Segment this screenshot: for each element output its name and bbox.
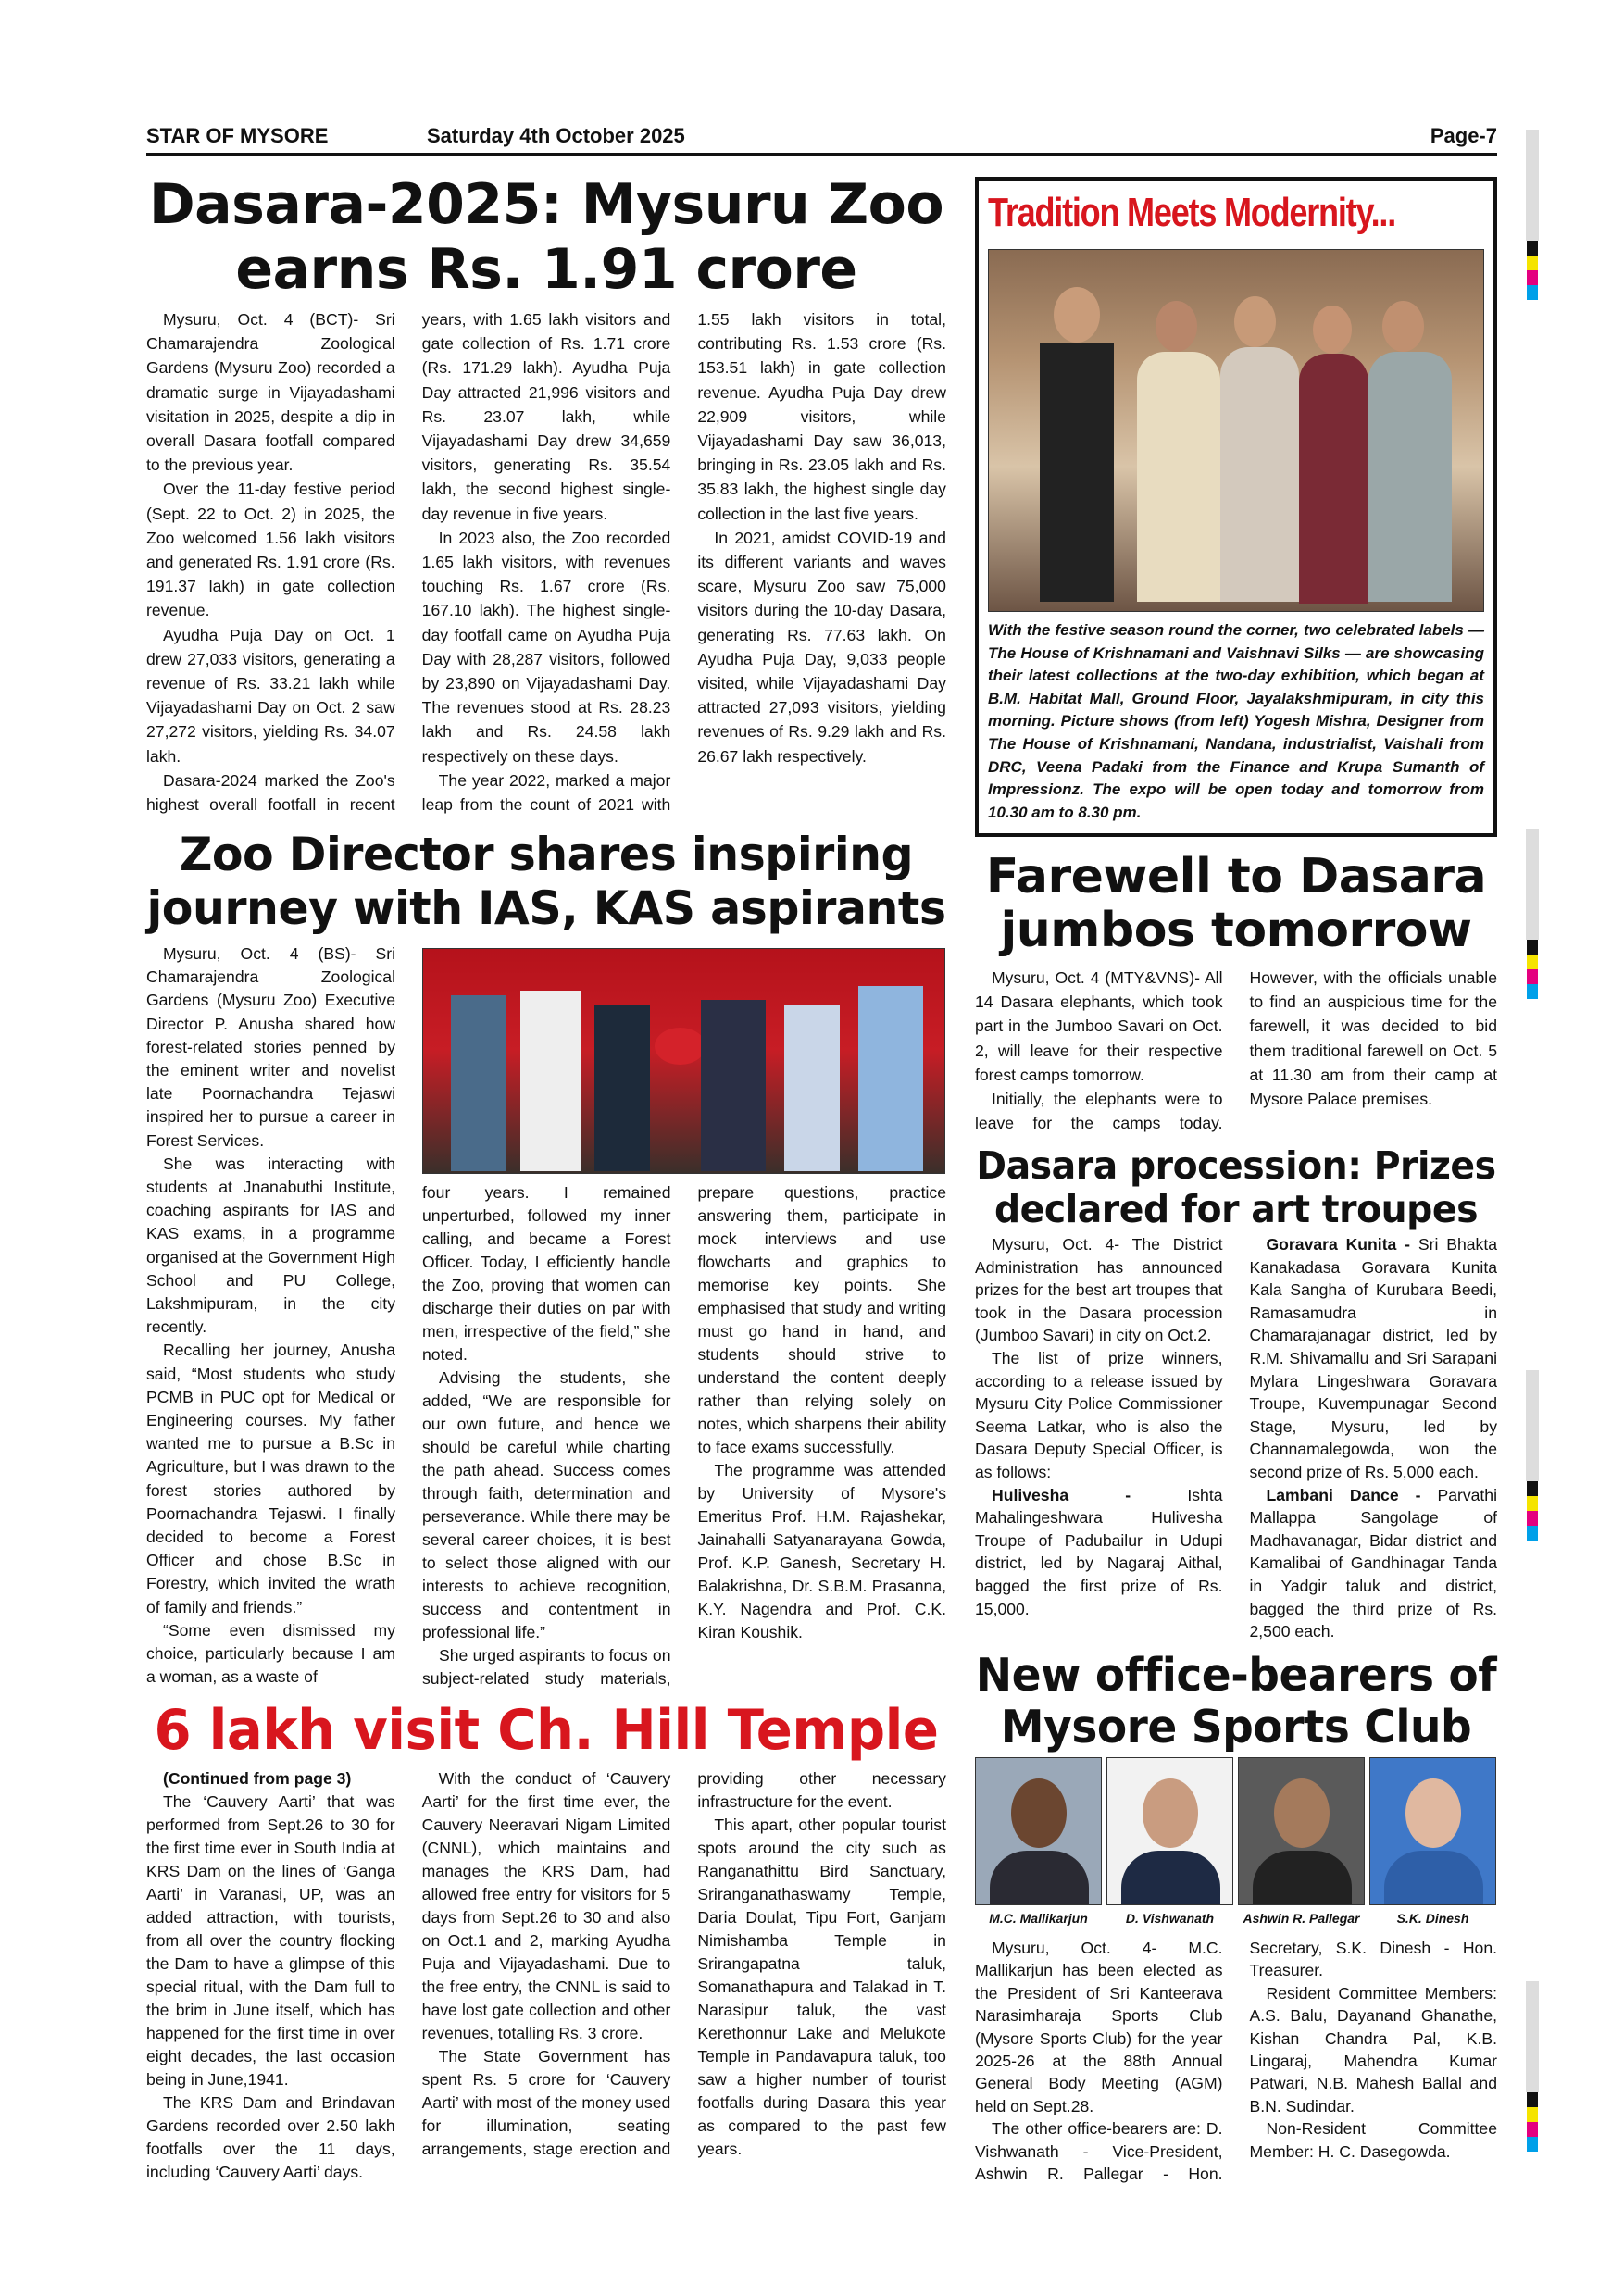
paragraph: [975, 1347, 1223, 1484]
exhibition-photo: [988, 249, 1484, 612]
paragraph: She was interacting with students at Jnanabuthi Institute, coaching aspirants for IAS and KAS exams, in a programme organised at the Government High School and PU College, Lakshmipuram, in the city recently.: [146, 1154, 395, 1337]
paragraph: Initially, the elephants were to leave for the camps today. However, with the officials unable to find an auspicious time for the farewell, it was decided to bid them traditional farewell on Oct. 5 at 11.30 am from their camp at Mysore Palace premises.: [975, 968, 1497, 1133]
portrait-photo: [1369, 1757, 1496, 1905]
registration-mark: [1527, 1496, 1538, 1511]
registration-mark: [1527, 2122, 1538, 2137]
registration-mark: [1527, 2092, 1538, 2107]
registration-mark: [1527, 1481, 1538, 1496]
portrait-caption: Ashwin R. Pallegar: [1243, 1911, 1360, 1926]
paragraph: Non-Resident Committee Member: H. C. Dasegowda.: [1249, 2119, 1497, 2161]
club-photos: [975, 1757, 1497, 1933]
paragraph: She urged aspirants to focus on subject-related study materials, prepare questions, practice answering them, participate in mock interviews and use flowcharts and graphics to memorise key points. She emphasised that study and writing must go hand in hand, and students should strive to understand the content deeply rather than relying solely on notes, which sharpens their ability to face exams successfully.: [422, 1183, 946, 1688]
registration-mark: [1527, 241, 1538, 256]
continued-note: (Continued from page 3): [163, 1769, 352, 1788]
page-number: Page-7: [1430, 124, 1497, 147]
paragraph-text: Mysuru, Oct. 4- The District Administration has announced prizes for the best art troupes that took in the Dasara procession (Jumboo Savari) in city on Oct.2.: [975, 1235, 1223, 1345]
prize-category: Lambani Dance -: [1266, 1485, 1438, 1504]
zoo-article-body: [146, 307, 946, 822]
paragraph: Over the 11-day festive period (Sept. 22 to Oct. 2) in 2025, the Zoo welcomed 1.56 lakh visitors and generated Rs. 1.91 crore (Rs. 191.37 lakh) in gate collection revenue.: [146, 480, 395, 620]
prize-category: Hulivesha -: [992, 1485, 1188, 1504]
page-header: [146, 119, 1497, 156]
paragraph: The year 2022, marked a major leap from the count of 2021 with 1.55 lakh visitors in total, contributing Rs. 1.53 crore (Rs. 153.51 lakh) in gate collection revenue. Ayudha Puja Day drew 22,909 visitors, while Vijayadashami Day saw 36,013, bringing in Rs. 23.05 lakh and Rs. 35.83 lakh, the highest single day collection in the last five years.: [421, 310, 946, 815]
registration-mark: [1527, 1526, 1538, 1541]
club-article-body: [975, 1937, 1497, 2187]
paragraph: With the conduct of ‘Cauvery Aarti’ for the first time ever, the Cauvery Neeravari Nigam Limited (CNNL), which maintains and manages the KRS Dam, had allowed free entry for visitors for 5 days from Sept.26 to 30 and also on Oct.1 and 2, marking Ayudha Puja and Vijayadashami. Due to the free entry, the CNNL is said to have lost gate collection and other revenues, totalling Rs. 3 crore.: [421, 1769, 671, 2042]
margin-bar: [1526, 1370, 1539, 1481]
margin-bar: [1526, 829, 1539, 940]
paragraph-text: Ishta Mahalingeshwara Hulivesha Troupe of Padubailur in Udupi district, led by Nagaraj Aithal, bagged the first prize of Rs. 15,000.: [975, 1485, 1223, 1618]
paragraph: “Some even dismissed my choice, particularly because I am a woman, as a waste of: [146, 1620, 395, 1687]
farewell-headline: Farewell to Dasara jumbos tomorrow: [985, 849, 1487, 958]
paragraph: Resident Committee Members: A.S. Balu, Dayanand Ghanathe, Kishan Chandra Pal, K.B. Lingaraj, Mahendra Kumar Patwari, N.B. Mahesh Ballal and B.N. Sudindar.: [1249, 1983, 1497, 2115]
paragraph: The ‘Cauvery Aarti’ that was performed from Sept.26 to 30 for the first time ever in South India at KRS Dam on the lines of ‘Ganga Aarti’ in Varanasi, UP, was an added attraction, with tourists, from all over the country flocking the Dam to have a glimpse of this special ritual, with the Dam full to the brim in June itself, which has happened for the first time in over eight decades, the last occasion being in June,1941.: [146, 1792, 395, 2089]
director-article-col1: [146, 942, 395, 1691]
paragraph: Advising the students, she added, “We are responsible for our own future, and hence we should be careful while charting the path ahead. Success comes through faith, determination and perseverance. While there may be several career choices, it is best to select those aligned with our interests to achieve recognition, success and contentment in professional life.”: [422, 1368, 671, 1641]
paragraph: Mysuru, Oct. 4 (BCT)- Sri Chamarajendra Zoological Gardens (Mysuru Zoo) recorded a dramatic surge in Vijayadashami visitation in 2025, despite a dip in overall Dasara footfall compared to the previous year.: [146, 310, 395, 475]
registration-mark: [1527, 2137, 1538, 2152]
procession-headline: Dasara procession: Prizes declared for art troupes: [976, 1143, 1496, 1231]
paper-name: STAR OF MYSORE: [146, 124, 329, 147]
paragraph: In 2023 also, the Zoo recorded 1.65 lakh visitors, with revenues touching Rs. 1.67 crore (Rs. 167.10 lakh). The highest single-day footfall came on Ayudha Puja Day with 28,287 visitors, followed by 23,890 on Vijayadashami Day. The revenues stood at Rs. 28.23 lakh and Rs. 24.58 lakh respectively on these days.: [421, 528, 671, 766]
registration-mark: [1527, 969, 1538, 984]
portrait-caption: S.K. Dinesh: [1396, 1911, 1469, 1926]
tradition-headline: Tradition Meets Modernity...: [988, 190, 1395, 235]
club-headline: New office-bearers of Mysore Sports Club: [975, 1649, 1497, 1753]
registration-mark: [1527, 2107, 1538, 2122]
registration-mark: [1527, 984, 1538, 999]
farewell-article-body: [975, 966, 1497, 1138]
registration-mark: [1527, 285, 1538, 300]
portrait-caption: M.C. Mallikarjun: [989, 1911, 1088, 1926]
paragraph: This apart, other popular tourist spots around the city such as Ranganathittu Bird Sanctuary, Sriranganathaswamy Temple, Daria Doulat, Tipu Fort, Ganjam Nimishamba Temple in Srirangapatna taluk, Somanathapura and Talakad in T. Narasipur taluk, the vast Kerethonnur Lake and Melukote Temple in Pandavapura taluk, too saw a higher number of tourist footfalls during Dasara this year as compared to the past few years.: [697, 1816, 946, 2158]
tradition-box: [975, 177, 1497, 837]
portrait-caption: D. Vishwanath: [1125, 1911, 1215, 1926]
paragraph: Mysuru, Oct. 4 (MTY&VNS)- All 14 Dasara elephants, which took part in the Jumboo Savari on Oct. 2, will leave for their respective forest camps tomorrow.: [975, 968, 1223, 1084]
temple-headline: 6 lakh visit Ch. Hill Temple: [154, 1698, 939, 1763]
paragraph: Dasara-2024 marked the Zoo's highest overall footfall in recent years, with 1.65 lakh visitors and gate collection of Rs. 1.71 crore (Rs. 171.29 lakh). Ayudha Puja Day attracted 21,996 visitors and Rs. 23.07 lakh, while Vijayadashami Day drew 34,659 visitors, generating Rs. 35.54 lakh, the second highest single-day revenue in five years.: [146, 310, 671, 815]
registration-mark: [1527, 955, 1538, 969]
paragraph: In 2021, amidst COVID-19 and its different variants and waves scare, Mysuru Zoo saw 75,000 visitors during the 10-day Dasara, generating Rs. 77.63 lakh. On Ayudha Puja Day, 9,033 people visited, while Vijayadashami Day attracted 27,093 visitors, yielding revenues of Rs. 9.29 lakh and Rs. 26.67 lakh respectively.: [697, 528, 946, 766]
paragraph: The KRS Dam and Brindavan Gardens recorded over 2.50 lakh footfalls over the 11 days, including ‘Cauvery Aarti’ days.: [146, 2093, 395, 2181]
temple-article-body: [146, 1767, 946, 2186]
paragraph: The programme was attended by University of Mysore's Emeritus Prof. H.M. Rajashekar, Jainahalli Satyanarayana Gowda, Prof. K.P. Ganesh, Secretary H. Balakrishna, Dr. S.B.M. Prasanna, K.Y. Nagendra and Prof. C.K. Kiran Koushik.: [697, 1461, 946, 1641]
zoo-headline: Dasara-2025: Mysuru Zoo earns Rs. 1.91 crore: [148, 172, 944, 302]
paragraph: [1250, 1484, 1498, 1643]
tradition-caption: With the festive season round the corner, two celebrated labels — The House of Krishnamani and Vaishnavi Silks — are showcasing their latest collections at the two-day exhibition, which began at B.M. Habitat Mall, Ground Floor, Jayalakshmipuram, in city this morning. Picture shows (from left) Yogesh Mishra, Designer from The House of Krishnamani, Nandana, industrialist, Vaishali from DRC, Veena Padaki from the Finance and Krupa Sumanth of Impressionz. The expo will be open today and tomorrow from 10.30 am to 8.30 pm.: [988, 621, 1484, 821]
director-headline: Zoo Director shares inspiring journey with IAS, KAS aspirants: [146, 828, 946, 935]
paragraph: Ayudha Puja Day on Oct. 1 drew 27,033 visitors, generating a revenue of Rs. 33.21 lakh while Vijayadashami Day on Oct. 2 saw 27,272 visitors, yielding Rs. 34.07 lakh.: [146, 625, 395, 766]
registration-mark: [1527, 1511, 1538, 1526]
paragraph: four years. I remained unperturbed, followed my inner calling, and became a Forest Officer. Today, I efficiently handle the Zoo, proving that women can discharge their duties on par with men, irrespective of the field,” she noted.: [422, 1183, 671, 1364]
paragraph-text: Parvathi Mallappa Sangolage of Madhavanagar, Bidar district and Kamalibai of Gandhinagar Tanda in Yadgir taluk and district, bagged the third prize of Rs. 2,500 each.: [1249, 1485, 1497, 1641]
paragraph: The State Government has spent Rs. 5 crore for ‘Cauvery Aarti’ with most of the money used for illumination, seating arrangements, stage erection and providing other necessary infrastructure for the event.: [421, 1769, 946, 2158]
paragraph: Mysuru, Oct. 4 (BS)- Sri Chamarajendra Zoological Gardens (Mysuru Zoo) Executive Director P. Anusha shared how forest-related stories penned by the eminent writer and novelist late Poornachandra Tejaswi inspired her to pursue a career in Forest Services.: [146, 944, 395, 1150]
issue-date: Saturday 4th October 2025: [427, 124, 685, 147]
procession-article-body: [975, 1233, 1497, 1644]
portrait-photo: [975, 1757, 1102, 1905]
portrait-photo: [1238, 1757, 1365, 1905]
paragraph: Mysuru, Oct. 4- M.C. Mallikarjun has been elected as the President of Sri Kanteerava Narasimharaja Sports Club (Mysore Sports Club) for the year 2025-26 at the 88th Annual General Body Meeting (AGM) held on Sept.28.: [975, 1939, 1223, 2115]
paragraph: [975, 1484, 1223, 1621]
paragraph: Recalling her journey, Anusha said, “Most students who study PCMB in PUC opt for Medical or Engineering courses. My father wanted me to pursue a B.Sc in Agriculture, but I was drawn to the forest stories authored by Poornachandra Tejaswi. I finally decided to become a Forest Officer and chose B.Sc in Forestry, which invited the wrath of family and friends.”: [146, 1341, 395, 1616]
prize-category: Goravara Kunita -: [1266, 1235, 1418, 1254]
paragraph: [975, 1233, 1223, 1347]
director-article-rest: [422, 1181, 946, 1691]
margin-bar: [1526, 130, 1539, 241]
paragraph: The other office-bearers are: D. Vishwanath - Vice-President, Ashwin R. Pallegar - Hon. Secretary, S.K. Dinesh - Hon. Treasurer.: [975, 1939, 1497, 2184]
margin-bar: [1526, 1981, 1539, 2092]
registration-mark: [1527, 940, 1538, 955]
portrait-photo: [1106, 1757, 1233, 1905]
registration-mark: [1527, 256, 1538, 270]
paragraph-text: Sri Bhakta Kanakadasa Goravara Kunita Kala Sangha of Kurubara Beedi, Ramasamudra in Chamarajanagar district, led by R.M. Shivamallu and Sri Sarapani Mylara Lingeshwara Goravara Troupe, Kuvempunagar Second Stage, Mysuru, led by Channamalegowda, won the second prize of Rs. 5,000 each.: [1249, 1235, 1497, 1481]
paragraph: [1250, 1233, 1498, 1484]
registration-mark: [1527, 270, 1538, 285]
director-event-photo: [422, 948, 945, 1174]
paragraph-text: The list of prize winners, according to a release issued by Mysuru City Police Commissioner Seema Latkar, who is also the Dasara Deputy Special Officer, is as follows:: [975, 1348, 1223, 1481]
